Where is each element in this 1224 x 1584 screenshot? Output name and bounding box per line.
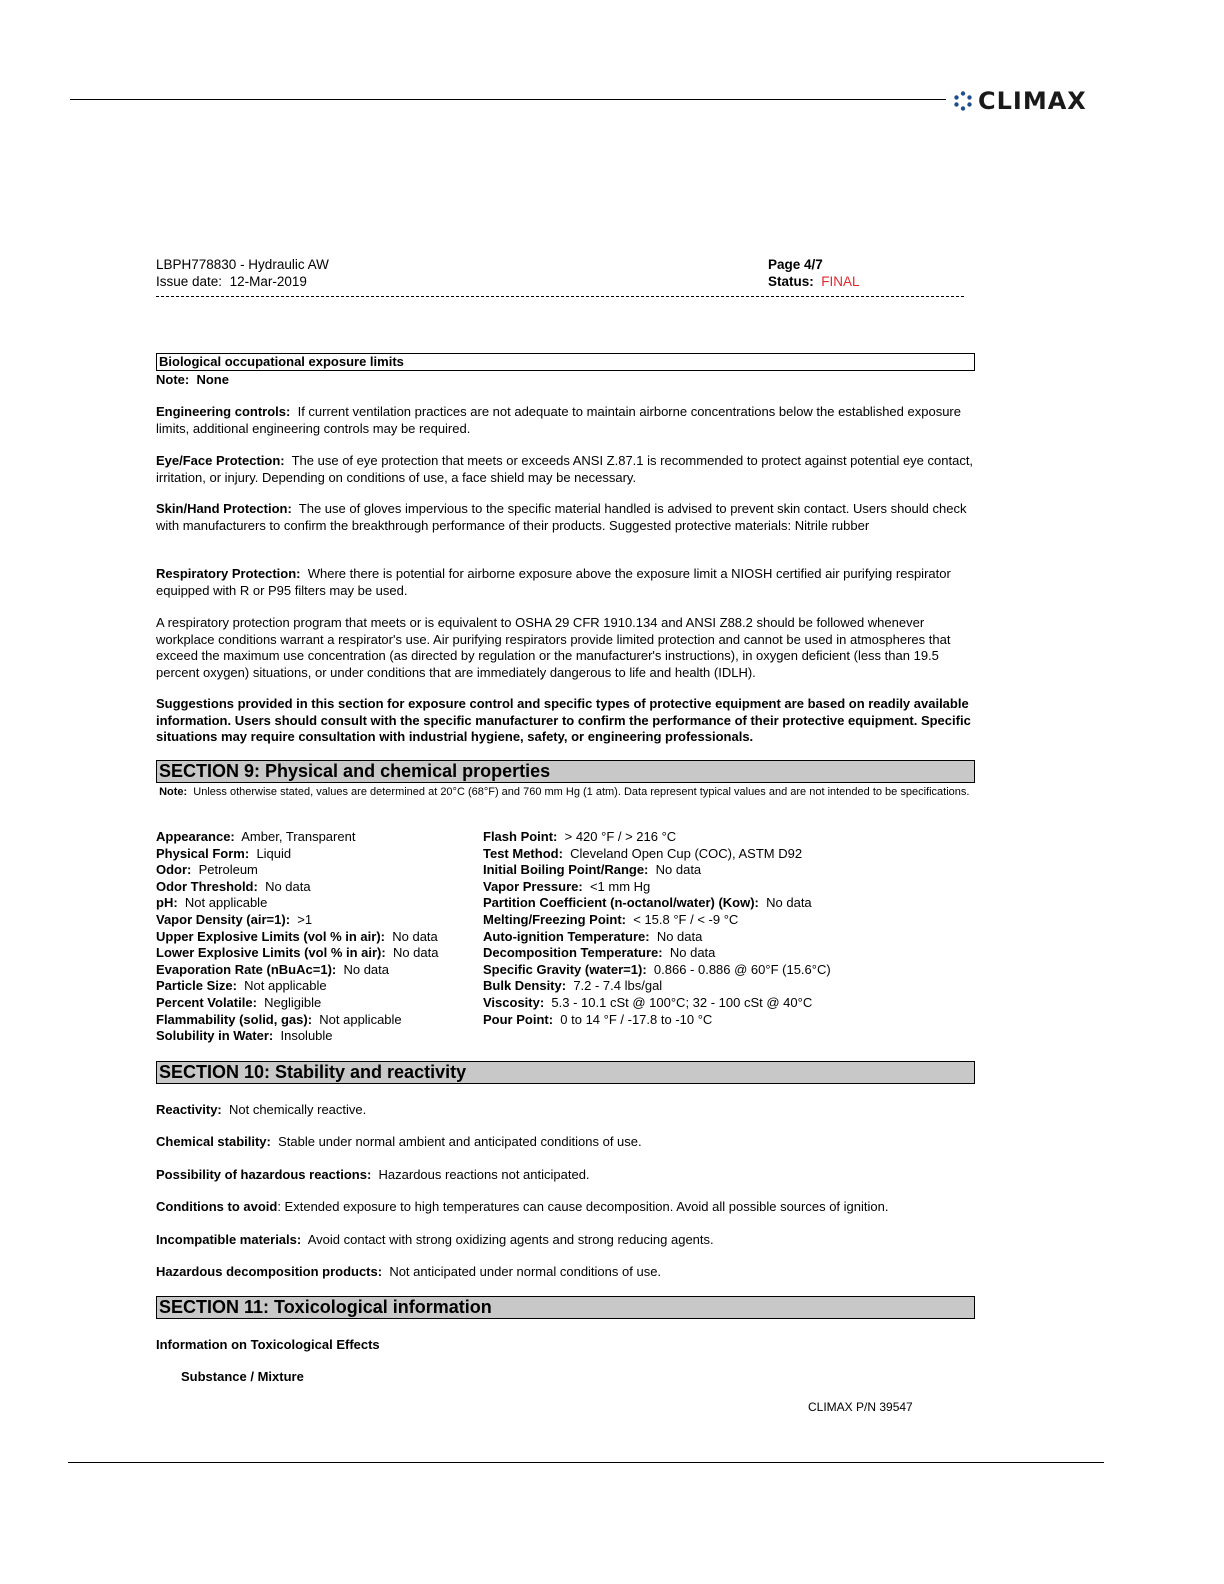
bio-note bbox=[156, 372, 974, 389]
respiratory-program bbox=[156, 615, 974, 681]
property-row bbox=[156, 945, 439, 962]
part-number: CLIMAX P/N 39547 bbox=[808, 1400, 913, 1414]
property-row bbox=[156, 1012, 439, 1029]
property-row bbox=[483, 895, 831, 912]
property-value: No data bbox=[265, 878, 311, 894]
property-label: Initial Boiling Point/Range: bbox=[483, 862, 649, 878]
incompatible-materials bbox=[156, 1232, 714, 1248]
property-label: Flash Point: bbox=[483, 829, 558, 844]
property-value: No data bbox=[655, 862, 702, 878]
eye-text: The use of eye protection that meets or exceeds ANSI Z.87.1 is recommended to protect against potential eye contact, irritation, or injury. Depending on conditions of use, a face shield may be necessary. bbox=[156, 453, 974, 485]
engineering-controls bbox=[156, 404, 974, 437]
status-value: FINAL bbox=[821, 274, 860, 289]
conditions-label: Conditions to avoid bbox=[156, 1199, 278, 1214]
eye-face-protection bbox=[156, 453, 974, 486]
property-row bbox=[156, 962, 439, 979]
brand-logo bbox=[952, 88, 1087, 114]
property-value: No data bbox=[392, 945, 439, 961]
conditions-value: : Extended exposure to high temperatures can cause decomposition. Avoid all possible sources of ignition. bbox=[277, 1199, 889, 1214]
property-row bbox=[156, 862, 439, 879]
property-label: Particle Size: bbox=[156, 978, 237, 994]
property-row bbox=[156, 1028, 439, 1045]
hazardous-reactions-value: Hazardous reactions not anticipated. bbox=[378, 1167, 590, 1182]
property-value: Negligible bbox=[264, 994, 322, 1010]
skin-hand-protection bbox=[156, 501, 974, 534]
status bbox=[768, 273, 860, 290]
property-label: Partition Coefficient (n-octanol/water) (Kow): bbox=[483, 895, 759, 911]
property-row bbox=[156, 995, 439, 1012]
property-row bbox=[483, 945, 831, 962]
issue-date bbox=[156, 273, 329, 290]
respiratory-text: Where there is potential for airborne exposure above the exposure limit a NIOSH certified air purifying respirator equipped with R or P95 filters may be used. bbox=[156, 566, 951, 598]
property-value: Not applicable bbox=[319, 1011, 402, 1027]
property-value: Liquid bbox=[256, 845, 292, 861]
property-label: Test Method: bbox=[483, 845, 563, 861]
climax-logo-icon bbox=[952, 90, 974, 112]
property-value: > 420 °F / > 216 °C bbox=[564, 829, 677, 844]
product-info bbox=[156, 256, 329, 290]
property-value: Petroleum bbox=[198, 862, 258, 878]
property-row bbox=[483, 879, 831, 896]
bio-note-value: None bbox=[196, 372, 229, 387]
property-value: No data bbox=[343, 961, 390, 977]
incompatible-value: Avoid contact with strong oxidizing agents and strong reducing agents. bbox=[307, 1232, 714, 1247]
property-label: Melting/Freezing Point: bbox=[483, 911, 626, 927]
reactivity bbox=[156, 1102, 366, 1118]
properties-left-column bbox=[156, 829, 439, 1045]
reactivity-label: Reactivity: bbox=[156, 1102, 222, 1117]
property-value: 5.3 - 10.1 cSt @ 100°C; 32 - 100 cSt @ 40°C bbox=[551, 994, 813, 1010]
decomposition-value: Not anticipated under normal conditions of use. bbox=[389, 1264, 662, 1279]
property-value: Not applicable bbox=[184, 895, 268, 911]
skin-text: The use of gloves impervious to the specific material handled is advised to prevent skin contact. Users should check with manufacturers to confirm the breakthrough performance of their products. Suggested protective materials: Nitrile rubber bbox=[156, 501, 967, 533]
property-label: Physical Form: bbox=[156, 845, 250, 861]
product-name: LBPH778830 - Hydraulic AW bbox=[156, 257, 329, 272]
property-label: Pour Point: bbox=[483, 1011, 554, 1027]
property-label: Odor: bbox=[156, 862, 192, 878]
hazardous-reactions-label: Possibility of hazardous reactions: bbox=[156, 1167, 372, 1182]
section-11-title: SECTION 11: Toxicological information bbox=[156, 1296, 975, 1319]
section-10-title: SECTION 10: Stability and reactivity bbox=[156, 1061, 975, 1084]
section-9-note bbox=[156, 785, 974, 799]
engineering-label: Engineering controls: bbox=[156, 404, 291, 419]
footer-rule bbox=[68, 1462, 1104, 1463]
property-row bbox=[483, 1012, 831, 1029]
property-label: Bulk Density: bbox=[483, 978, 567, 994]
issue-date-label: Issue date: bbox=[156, 274, 223, 289]
property-label: Odor Threshold: bbox=[156, 878, 258, 894]
suggestions-text: Suggestions provided in this section for exposure control and specific types of protective equipment are based on readily available information. Users should consult with the specific manufacturer to confirm the performance of their protective equipment. Specific situations may require consultation with industrial hygiene, safety, or engineering professionals. bbox=[156, 696, 971, 744]
property-label: Vapor Density (air=1): bbox=[156, 911, 291, 927]
property-value: No data bbox=[766, 895, 812, 911]
property-value: Amber, Transparent bbox=[241, 829, 356, 844]
eye-label: Eye/Face Protection: bbox=[156, 453, 285, 468]
decomposition-label: Hazardous decomposition products: bbox=[156, 1264, 383, 1279]
brand-name: CLIMAX bbox=[978, 87, 1087, 115]
property-value: <1 mm Hg bbox=[589, 878, 651, 894]
property-value: Insoluble bbox=[280, 1028, 333, 1044]
property-row bbox=[483, 995, 831, 1012]
property-row bbox=[483, 912, 831, 929]
suggestions bbox=[156, 696, 974, 746]
property-row bbox=[156, 879, 439, 896]
property-value: >1 bbox=[297, 911, 313, 927]
status-label: Status: bbox=[768, 274, 814, 289]
respiratory-protection bbox=[156, 566, 974, 599]
conditions-to-avoid bbox=[156, 1199, 888, 1215]
header-dashed-divider bbox=[156, 296, 964, 297]
property-label: Solubility in Water: bbox=[156, 1028, 274, 1044]
property-label: Auto-ignition Temperature: bbox=[483, 928, 650, 944]
property-label: Upper Explosive Limits (vol % in air): bbox=[156, 928, 385, 944]
property-label: Lower Explosive Limits (vol % in air): bbox=[156, 945, 386, 961]
property-label: Vapor Pressure: bbox=[483, 878, 583, 894]
property-value: Not applicable bbox=[244, 978, 327, 994]
hazardous-reactions bbox=[156, 1167, 590, 1183]
incompatible-label: Incompatible materials: bbox=[156, 1232, 302, 1247]
property-row bbox=[156, 978, 439, 995]
substance-mixture-heading: Substance / Mixture bbox=[181, 1369, 304, 1384]
property-row bbox=[483, 978, 831, 995]
hazardous-decomposition bbox=[156, 1264, 661, 1280]
property-value: Cleveland Open Cup (COC), ASTM D92 bbox=[570, 845, 803, 861]
reactivity-value: Not chemically reactive. bbox=[228, 1102, 367, 1117]
property-value: 0.866 - 0.886 @ 60°F (15.6°C) bbox=[653, 961, 831, 977]
properties-right-column bbox=[483, 829, 831, 1028]
property-value: 0 to 14 °F / -17.8 to -10 °C bbox=[560, 1011, 713, 1027]
skin-label: Skin/Hand Protection: bbox=[156, 501, 292, 516]
property-row bbox=[483, 962, 831, 979]
property-row bbox=[483, 929, 831, 946]
property-value: No data bbox=[392, 928, 438, 944]
page-number: Page 4/7 bbox=[768, 257, 823, 272]
property-row bbox=[483, 829, 831, 846]
property-value: 7.2 - 7.4 lbs/gal bbox=[573, 978, 663, 994]
property-row bbox=[483, 846, 831, 863]
bio-limits-title: Biological occupational exposure limits bbox=[156, 353, 975, 371]
property-row bbox=[156, 846, 439, 863]
property-row bbox=[156, 912, 439, 929]
property-label: Evaporation Rate (nBuAc=1): bbox=[156, 961, 337, 977]
property-label: Flammability (solid, gas): bbox=[156, 1011, 313, 1027]
property-value: No data bbox=[669, 945, 716, 961]
section-9-note-text: Unless otherwise stated, values are determined at 20°C (68°F) and 760 mm Hg (1 atm). Data represent typical values and are not intended to be specifications. bbox=[193, 786, 970, 798]
engineering-text: If current ventilation practices are not adequate to maintain airborne concentrations below the established exposure limits, additional engineering controls may be required. bbox=[156, 404, 961, 436]
property-row bbox=[156, 895, 439, 912]
chemical-stability bbox=[156, 1134, 642, 1150]
property-row bbox=[156, 829, 439, 846]
page-info bbox=[768, 256, 860, 290]
property-row bbox=[156, 929, 439, 946]
property-label: Percent Volatile: bbox=[156, 994, 257, 1010]
section-9-note-label: Note: bbox=[159, 786, 188, 798]
header-rule bbox=[70, 99, 946, 100]
toxicological-info-heading: Information on Toxicological Effects bbox=[156, 1337, 380, 1352]
respiratory-label: Respiratory Protection: bbox=[156, 566, 301, 581]
property-label: Decomposition Temperature: bbox=[483, 945, 663, 961]
property-label: Viscosity: bbox=[483, 994, 545, 1010]
issue-date-value: 12-Mar-2019 bbox=[229, 274, 307, 289]
property-label: pH: bbox=[156, 895, 178, 911]
property-value: < 15.8 °F / < -9 °C bbox=[633, 911, 739, 927]
respiratory-program-text: A respiratory protection program that meets or is equivalent to OSHA 29 CFR 1910.134 and ANSI Z88.2 should be followed whenever workplace conditions warrant a respirator's use. Air purifying respirators provide limited protection and cannot be used in atmospheres that exceed the maximum use concentration (as directed by regulation or the manufacturer's instructions), in oxygen deficient (less than 19.5 percent oxygen) situations, or under conditions that are immediately dangerous to life and health (IDLH). bbox=[156, 615, 951, 680]
property-label: Appearance: bbox=[156, 829, 235, 844]
property-value: No data bbox=[656, 928, 703, 944]
chemical-stability-label: Chemical stability: bbox=[156, 1134, 271, 1149]
property-row bbox=[483, 862, 831, 879]
chemical-stability-value: Stable under normal ambient and anticipated conditions of use. bbox=[278, 1134, 642, 1149]
section-9-title: SECTION 9: Physical and chemical properties bbox=[156, 760, 975, 783]
property-label: Specific Gravity (water=1): bbox=[483, 961, 647, 977]
bio-note-label: Note: bbox=[156, 372, 190, 387]
